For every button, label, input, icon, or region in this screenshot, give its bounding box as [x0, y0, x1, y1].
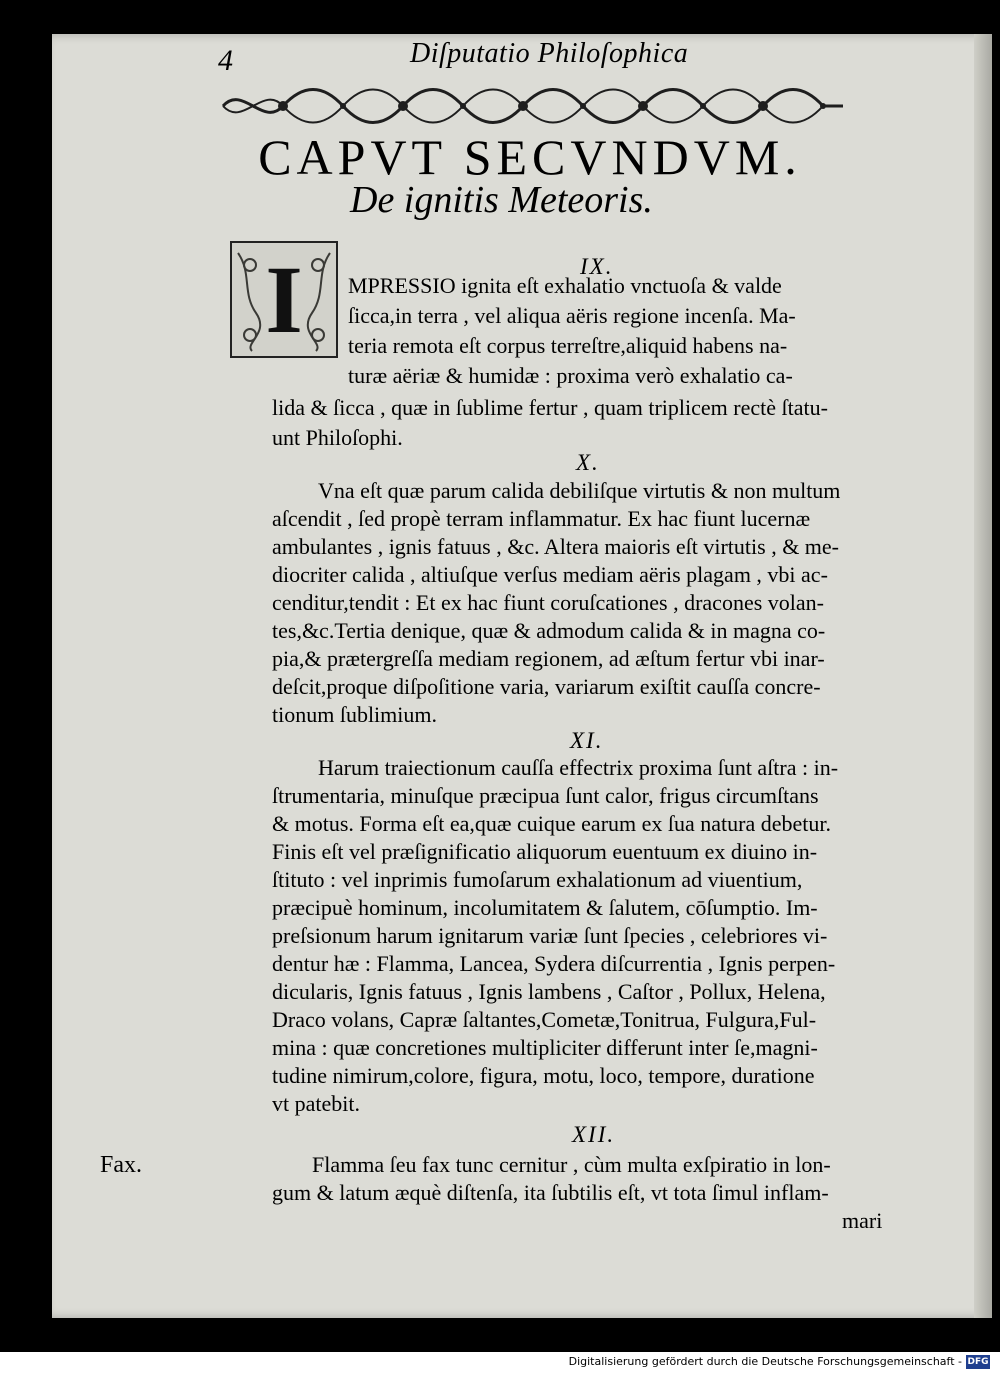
text-line: ambulantes , ignis fatuus , &c. Altera maioris eſt virtutis , & me- [272, 534, 840, 559]
text-line: aſcendit , ſed propè terram inflammatur. Ex hac fiunt lucernæ [272, 506, 811, 531]
text-line: pia,& prætergreſſa mediam regionem, ad æſtum fertur vbi inar- [272, 646, 825, 671]
dfg-logo: DFG [967, 1357, 989, 1367]
catchword: mari [842, 1208, 883, 1233]
running-title: Diſputatio Philoſophica [410, 38, 689, 69]
text-line: vt patebit. [272, 1091, 360, 1116]
section-number: IX. [580, 254, 614, 279]
page-number: 4 [218, 44, 233, 77]
initial-letter: I [265, 246, 303, 353]
text-line: ſtituto : vel inprimis fumoſarum exhalationum ad viuentium, [272, 867, 803, 892]
ornamental-border [218, 82, 848, 130]
text-line: tudine nimirum,colore, figura, motu, loco, tempore, duratione [272, 1063, 815, 1088]
text-line: Harum traiectionum cauſſa effectrix proxima ſunt aſtra : in- [318, 755, 839, 780]
text-line: unt Philoſophi. [272, 425, 403, 450]
text-line: deſcit,proque diſpoſitione varia, variarum exiſtit cauſſa concre- [272, 674, 821, 699]
digitization-credit: Digitalisierung gefördert durch die Deutsche Forschungsgemeinschaft - [568, 1355, 962, 1368]
text-line: teria remota eſt corpus terreſtre,aliquid habens na- [348, 333, 788, 358]
section-number: XII. [572, 1122, 616, 1147]
text-line: mina : quæ concretiones multipliciter differunt inter ſe,magni- [272, 1035, 818, 1060]
chapter-title: CAPVT SECVNDVM. [258, 129, 802, 185]
text-line: gum & latum æquè diſtenſa, ita ſubtilis eſt, vt tota ſimul inflam- [272, 1180, 829, 1205]
text-line: præcipuè hominum, incolumitatem & ſalutem, cōſumptio. Im- [272, 895, 818, 920]
decorated-initial [230, 241, 338, 358]
text-line: Vna eſt quæ parum calida debiliſque virtutis & non multum [318, 478, 841, 503]
margin-note: Fax. [100, 1152, 142, 1178]
text-line: tes,&c.Tertia denique, quæ & admodum calida & in magna co- [272, 618, 826, 643]
text-line: Draco volans, Capræ ſaltantes,Cometæ,Tonitrua, Fulgura,Ful- [272, 1007, 817, 1032]
text-line: turæ aëriæ & humidæ : proxima verò exhalatio ca- [348, 363, 793, 388]
text-line: diocriter calida , altiuſque verſus mediam aëris plagam , vbi ac- [272, 562, 828, 587]
text-line: preſsionum harum ignitarum variæ ſunt ſpecies , celebriores vi- [272, 923, 828, 948]
chapter-subtitle: De ignitis Meteoris. [350, 179, 653, 221]
text-line: MPRESSIO ignita eſt exhalatio vnctuoſa & valde [348, 273, 782, 298]
text-line: ſicca,in terra , vel aliqua aëris regione incenſa. Ma- [348, 303, 796, 328]
text-line: & motus. Forma eſt ea,quæ cuique earum ex ſua natura debetur. [272, 811, 832, 836]
text-line: Finis eſt vel præſignificatio aliquorum euentuum ex diuino in- [272, 839, 818, 864]
text-line: dentur hæ : Flamma, Lancea, Sydera diſcurrentia , Ignis perpen- [272, 951, 836, 976]
text-line: Flamma ſeu fax tunc cernitur , cùm multa exſpiratio in lon- [312, 1152, 831, 1177]
text-line: dicularis, Ignis fatuus , Ignis lambens , Caſtor , Pollux, Helena, [272, 979, 826, 1004]
section-number: XI. [570, 728, 604, 753]
text-line: ſtrumentaria, minuſque præcipua ſunt calor, frigus circumſtans [272, 783, 819, 808]
text-line: tionum ſublimium. [272, 702, 438, 727]
footer-bar [0, 1352, 1000, 1373]
section-number: X. [576, 450, 600, 475]
page-edge-shadow [974, 34, 992, 1318]
text-line: cenditur,tendit : Et ex hac fiunt coruſcationes , dracones volan- [272, 590, 824, 615]
text-line: lida & ſicca , quæ in ſublime fertur , quam triplicem rectè ſtatu- [272, 395, 828, 420]
